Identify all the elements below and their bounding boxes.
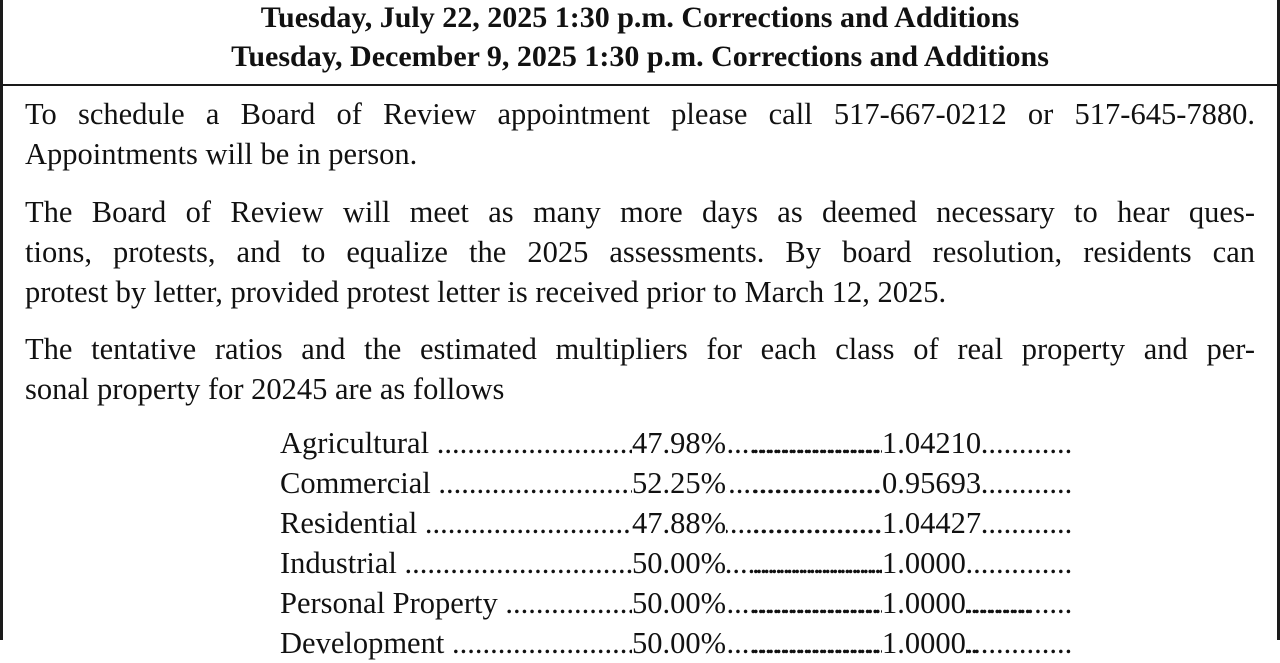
multiplier-value: 1.04427 [882,503,981,543]
dot-leader [752,423,882,463]
property-class: Personal Property ..... [280,583,632,623]
paragraph-line: The tentative ratios and the estimated multipliers for each class of real property and per- [25,332,1255,366]
multiplier-value: 0.95693 [882,463,981,503]
meetings-paragraph [25,192,1255,312]
paragraph-line: To schedule a Board of Review appointment please call 517-667-0212 or 517-645-7880. [25,97,1255,131]
property-class: Development ..... [280,623,632,663]
ratio-value: 50.00% [632,623,726,663]
paragraph-line: sonal property for 20245 are as follows [25,372,505,406]
ratios-intro-paragraph [25,329,1255,409]
ratio-value: 47.88% [632,503,726,543]
paragraph-line: Appointments will be in person. [25,137,418,171]
meeting-date-heading: Tuesday, July 22, 2025 1:30 p.m. Corrections and Additions [260,1,1020,34]
paragraph-line: tions, protests, and to equalize the 2025 assessments. By board resolution, residents can [25,235,1255,269]
dot-leader [752,463,882,503]
multiplier-value: 1.04210 [882,423,981,463]
dot-leader [752,503,882,543]
dot-leader [752,583,882,623]
property-class: Agricultural ..... [280,423,632,463]
multiplier-value: 1.0000 [882,543,966,583]
meeting-date-heading: Tuesday, December 9, 2025 1:30 p.m. Corrections and Additions [231,40,1049,73]
appointment-paragraph [25,94,1255,174]
property-class: Commercial ..... [280,463,632,503]
paragraph-line: protest by letter, provided protest letter is received prior to March 12, 2025. [25,275,947,309]
ratio-value: 52.25% [632,463,726,503]
ratio-value: 50.00% [632,583,726,623]
paragraph-line: The Board of Review will meet as many more days as deemed necessary to hear ques- [25,195,1255,229]
dot-leader [752,623,882,663]
property-class: Industrial ..... [280,543,632,583]
ratio-value: 47.98% [632,423,726,463]
heading-divider [3,84,1277,86]
dot-leader [752,543,882,583]
meeting-schedule-headings [3,0,1277,76]
multiplier-value: 1.0000 [882,623,966,663]
ratio-value: 50.00% [632,543,726,583]
property-class: Residential ..... [280,503,632,543]
multiplier-value: 1.0000 [882,583,966,623]
